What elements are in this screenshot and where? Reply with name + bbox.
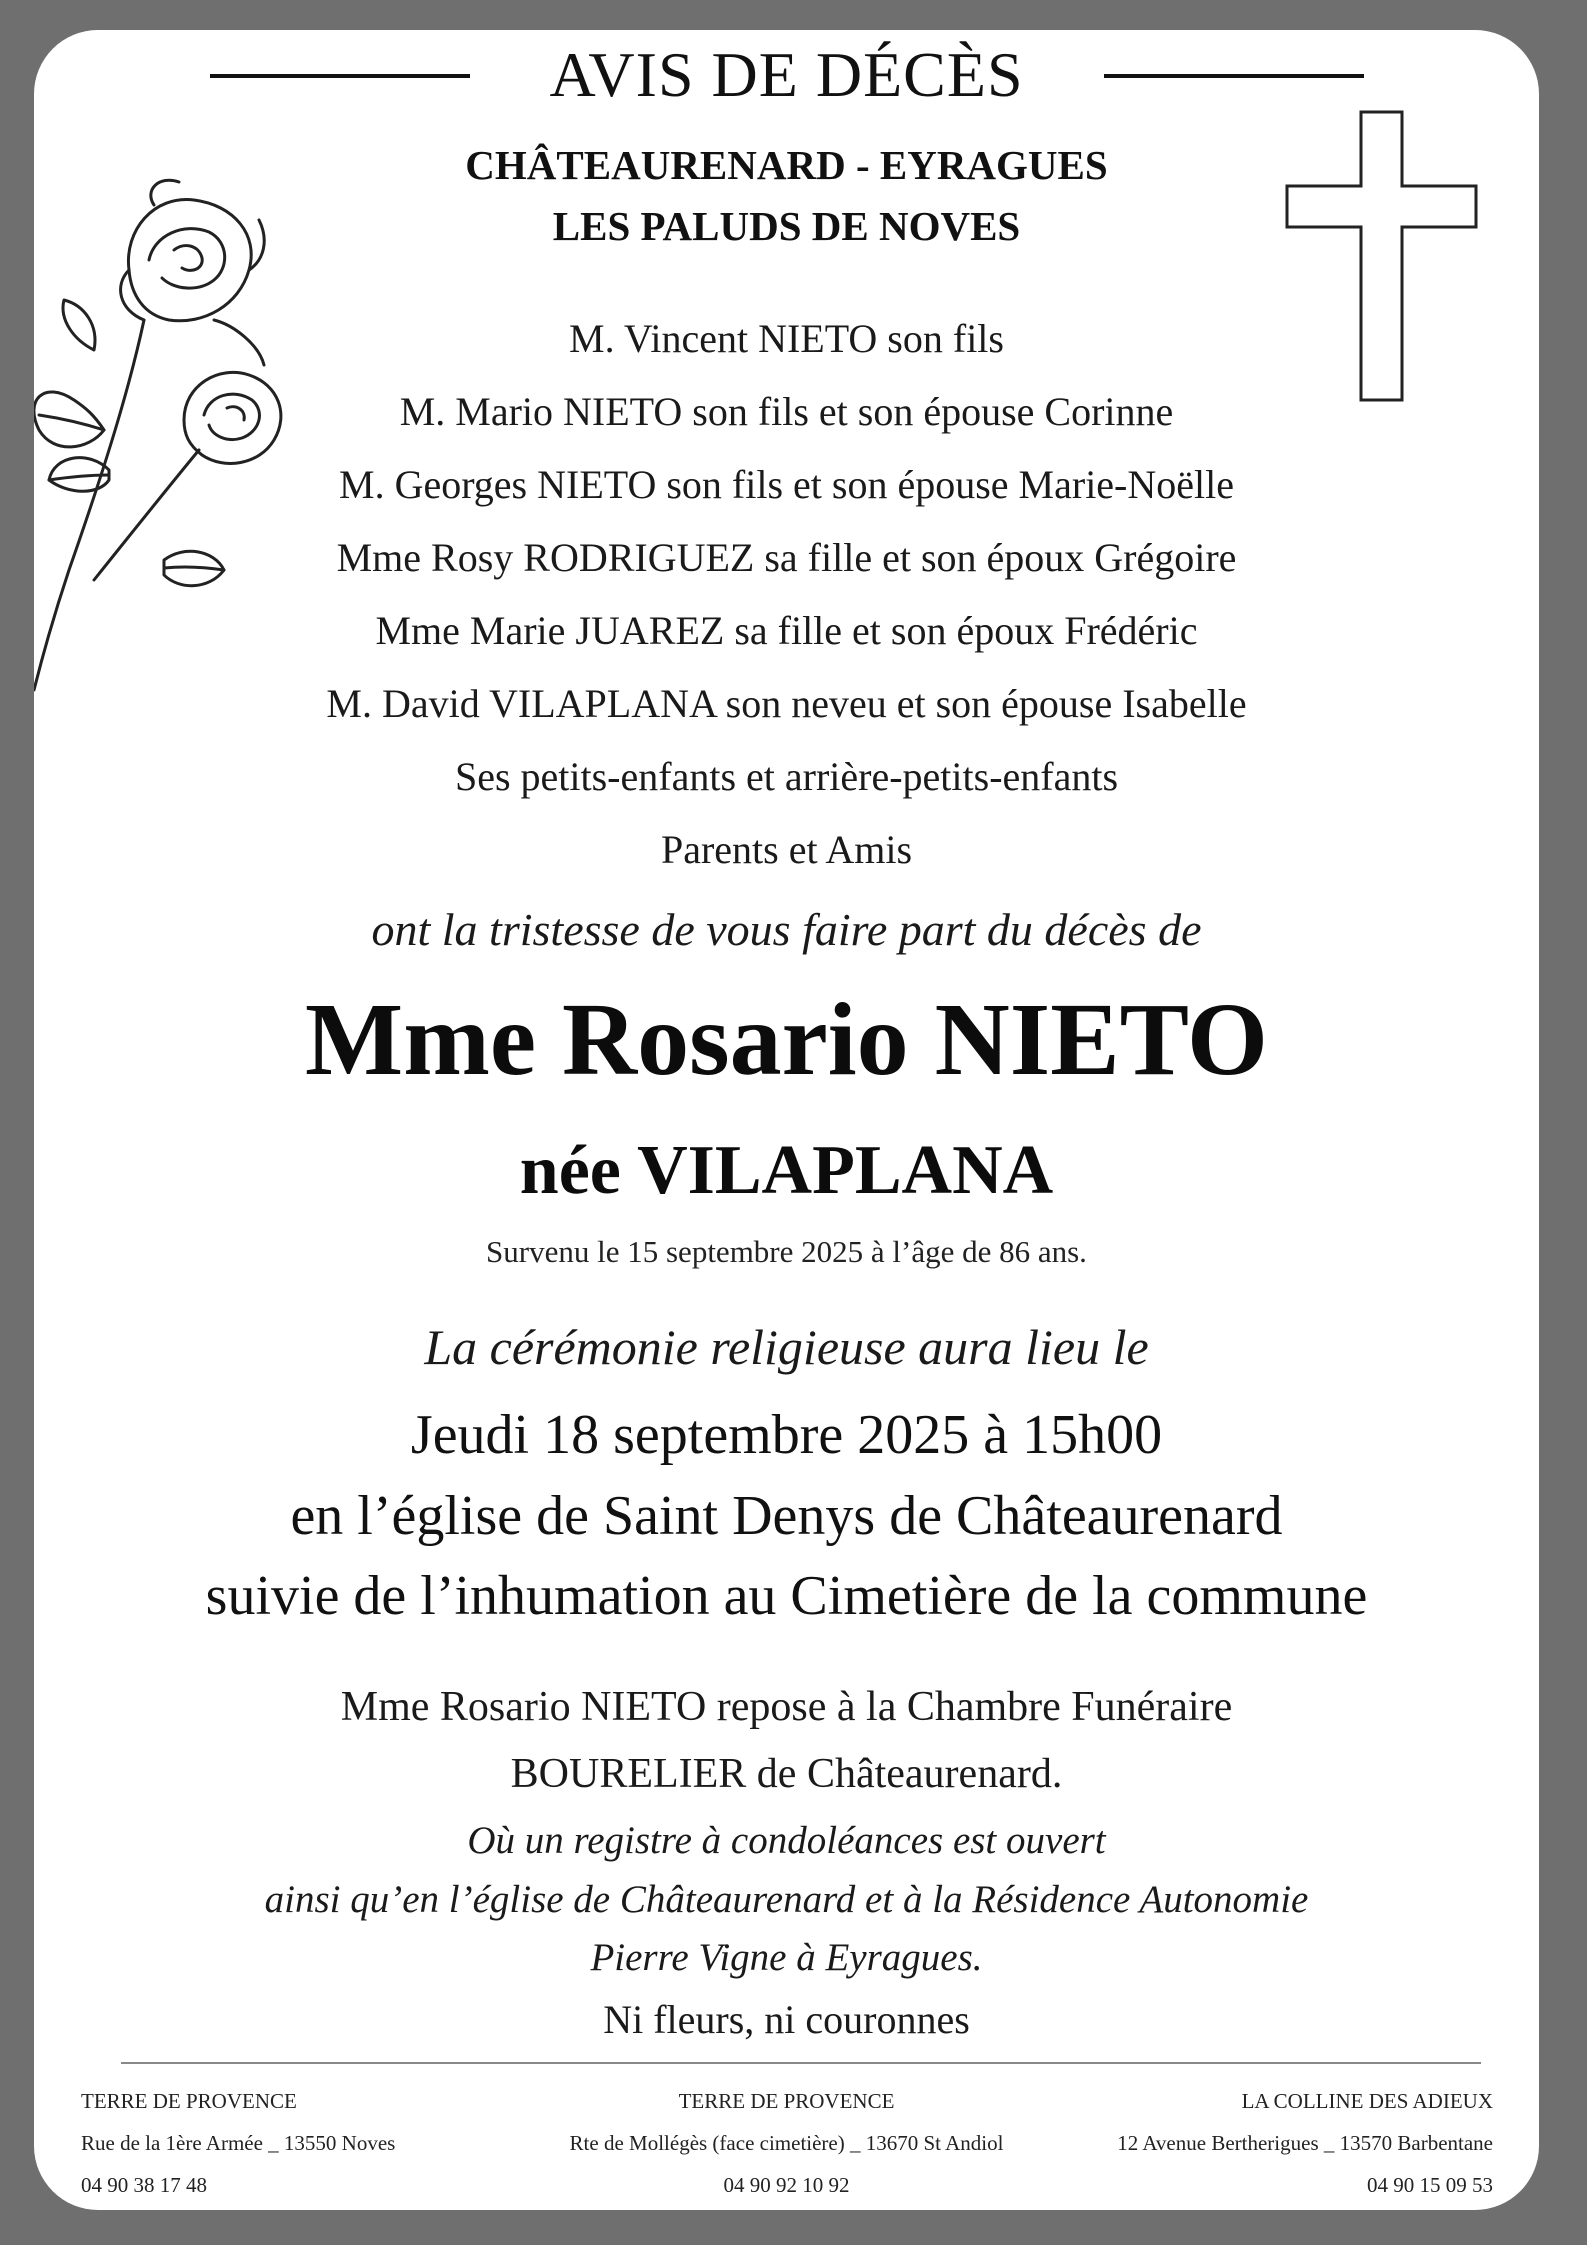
maiden-name: née VILAPLANA (519, 1132, 1054, 1209)
agency-address: 12 Avenue Bertherigues _ 13570 Barbentane (1117, 2131, 1493, 2155)
repose-line-2: BOURELIER de Châteaurenard. (510, 1751, 1063, 1797)
family-line: M. David VILAPLANA son neveu et son épouse Isabelle (326, 681, 1247, 726)
agency-name: LA COLLINE DES ADIEUX (1241, 2089, 1493, 2113)
footer-divider (121, 2062, 1481, 2064)
location-line-2: LES PALUDS DE NOVES (552, 203, 1021, 249)
page-title: AVIS DE DÉCÈS (549, 39, 1024, 110)
death-info: Survenu le 15 septembre 2025 à l’âge de 86 ans. (486, 1234, 1087, 1269)
family-line: Mme Marie JUAREZ sa fille et son époux Frédéric (375, 608, 1198, 653)
agency-phone: 04 90 15 09 53 (1367, 2173, 1493, 2197)
footer-agency-barbentane (1117, 2080, 1493, 2206)
agency-name: TERRE DE PROVENCE (678, 2089, 895, 2113)
agency-phone: 04 90 38 17 48 (81, 2173, 207, 2197)
family-line: M. Vincent NIETO son fils (569, 316, 1004, 361)
register-line-3: Pierre Vigne à Eyragues. (590, 1936, 983, 1979)
location-line-1: CHÂTEAURENARD - EYRAGUES (465, 142, 1108, 188)
family-line: Parents et Amis (660, 827, 913, 872)
ceremony-burial: suivie de l’inhumation au Cimetière de la commune (205, 1565, 1368, 1627)
family-list (34, 302, 1539, 886)
announcement-intro: ont la tristesse de vous faire part du décès de (371, 904, 1202, 955)
ceremony-place: en l’église de Saint Denys de Châteaurenard (290, 1485, 1283, 1547)
deceased-name: Mme Rosario NIETO (305, 982, 1268, 1097)
agency-address: Rte de Mollégès (face cimetière) _ 13670 St Andiol (569, 2131, 1004, 2155)
register-line-1: Où un registre à condoléances est ouvert (467, 1819, 1106, 1862)
family-line: Mme Rosy RODRIGUEZ sa fille et son époux Grégoire (336, 535, 1237, 580)
agency-address: Rue de la 1ère Armée _ 13550 Noves (81, 2131, 396, 2155)
closing-note: Ni fleurs, ni couronnes (603, 1997, 970, 2042)
agency-name: TERRE DE PROVENCE (81, 2089, 297, 2113)
ceremony-date: Jeudi 18 septembre 2025 à 15h00 (410, 1404, 1163, 1466)
ceremony-intro: La cérémonie religieuse aura lieu le (424, 1319, 1149, 1375)
family-line: Ses petits-enfants et arrière-petits-enfants (454, 754, 1119, 799)
repose-line-1: Mme Rosario NIETO repose à la Chambre Funéraire (340, 1684, 1233, 1730)
family-line: M. Georges NIETO son fils et son épouse Marie-Noëlle (339, 462, 1234, 507)
obituary-notice (34, 30, 1539, 2210)
agency-phone: 04 90 92 10 92 (723, 2173, 850, 2197)
family-line: M. Mario NIETO son fils et son épouse Corinne (399, 389, 1174, 434)
register-line-2: ainsi qu’en l’église de Châteaurenard et à la Résidence Autonomie (264, 1878, 1309, 1921)
